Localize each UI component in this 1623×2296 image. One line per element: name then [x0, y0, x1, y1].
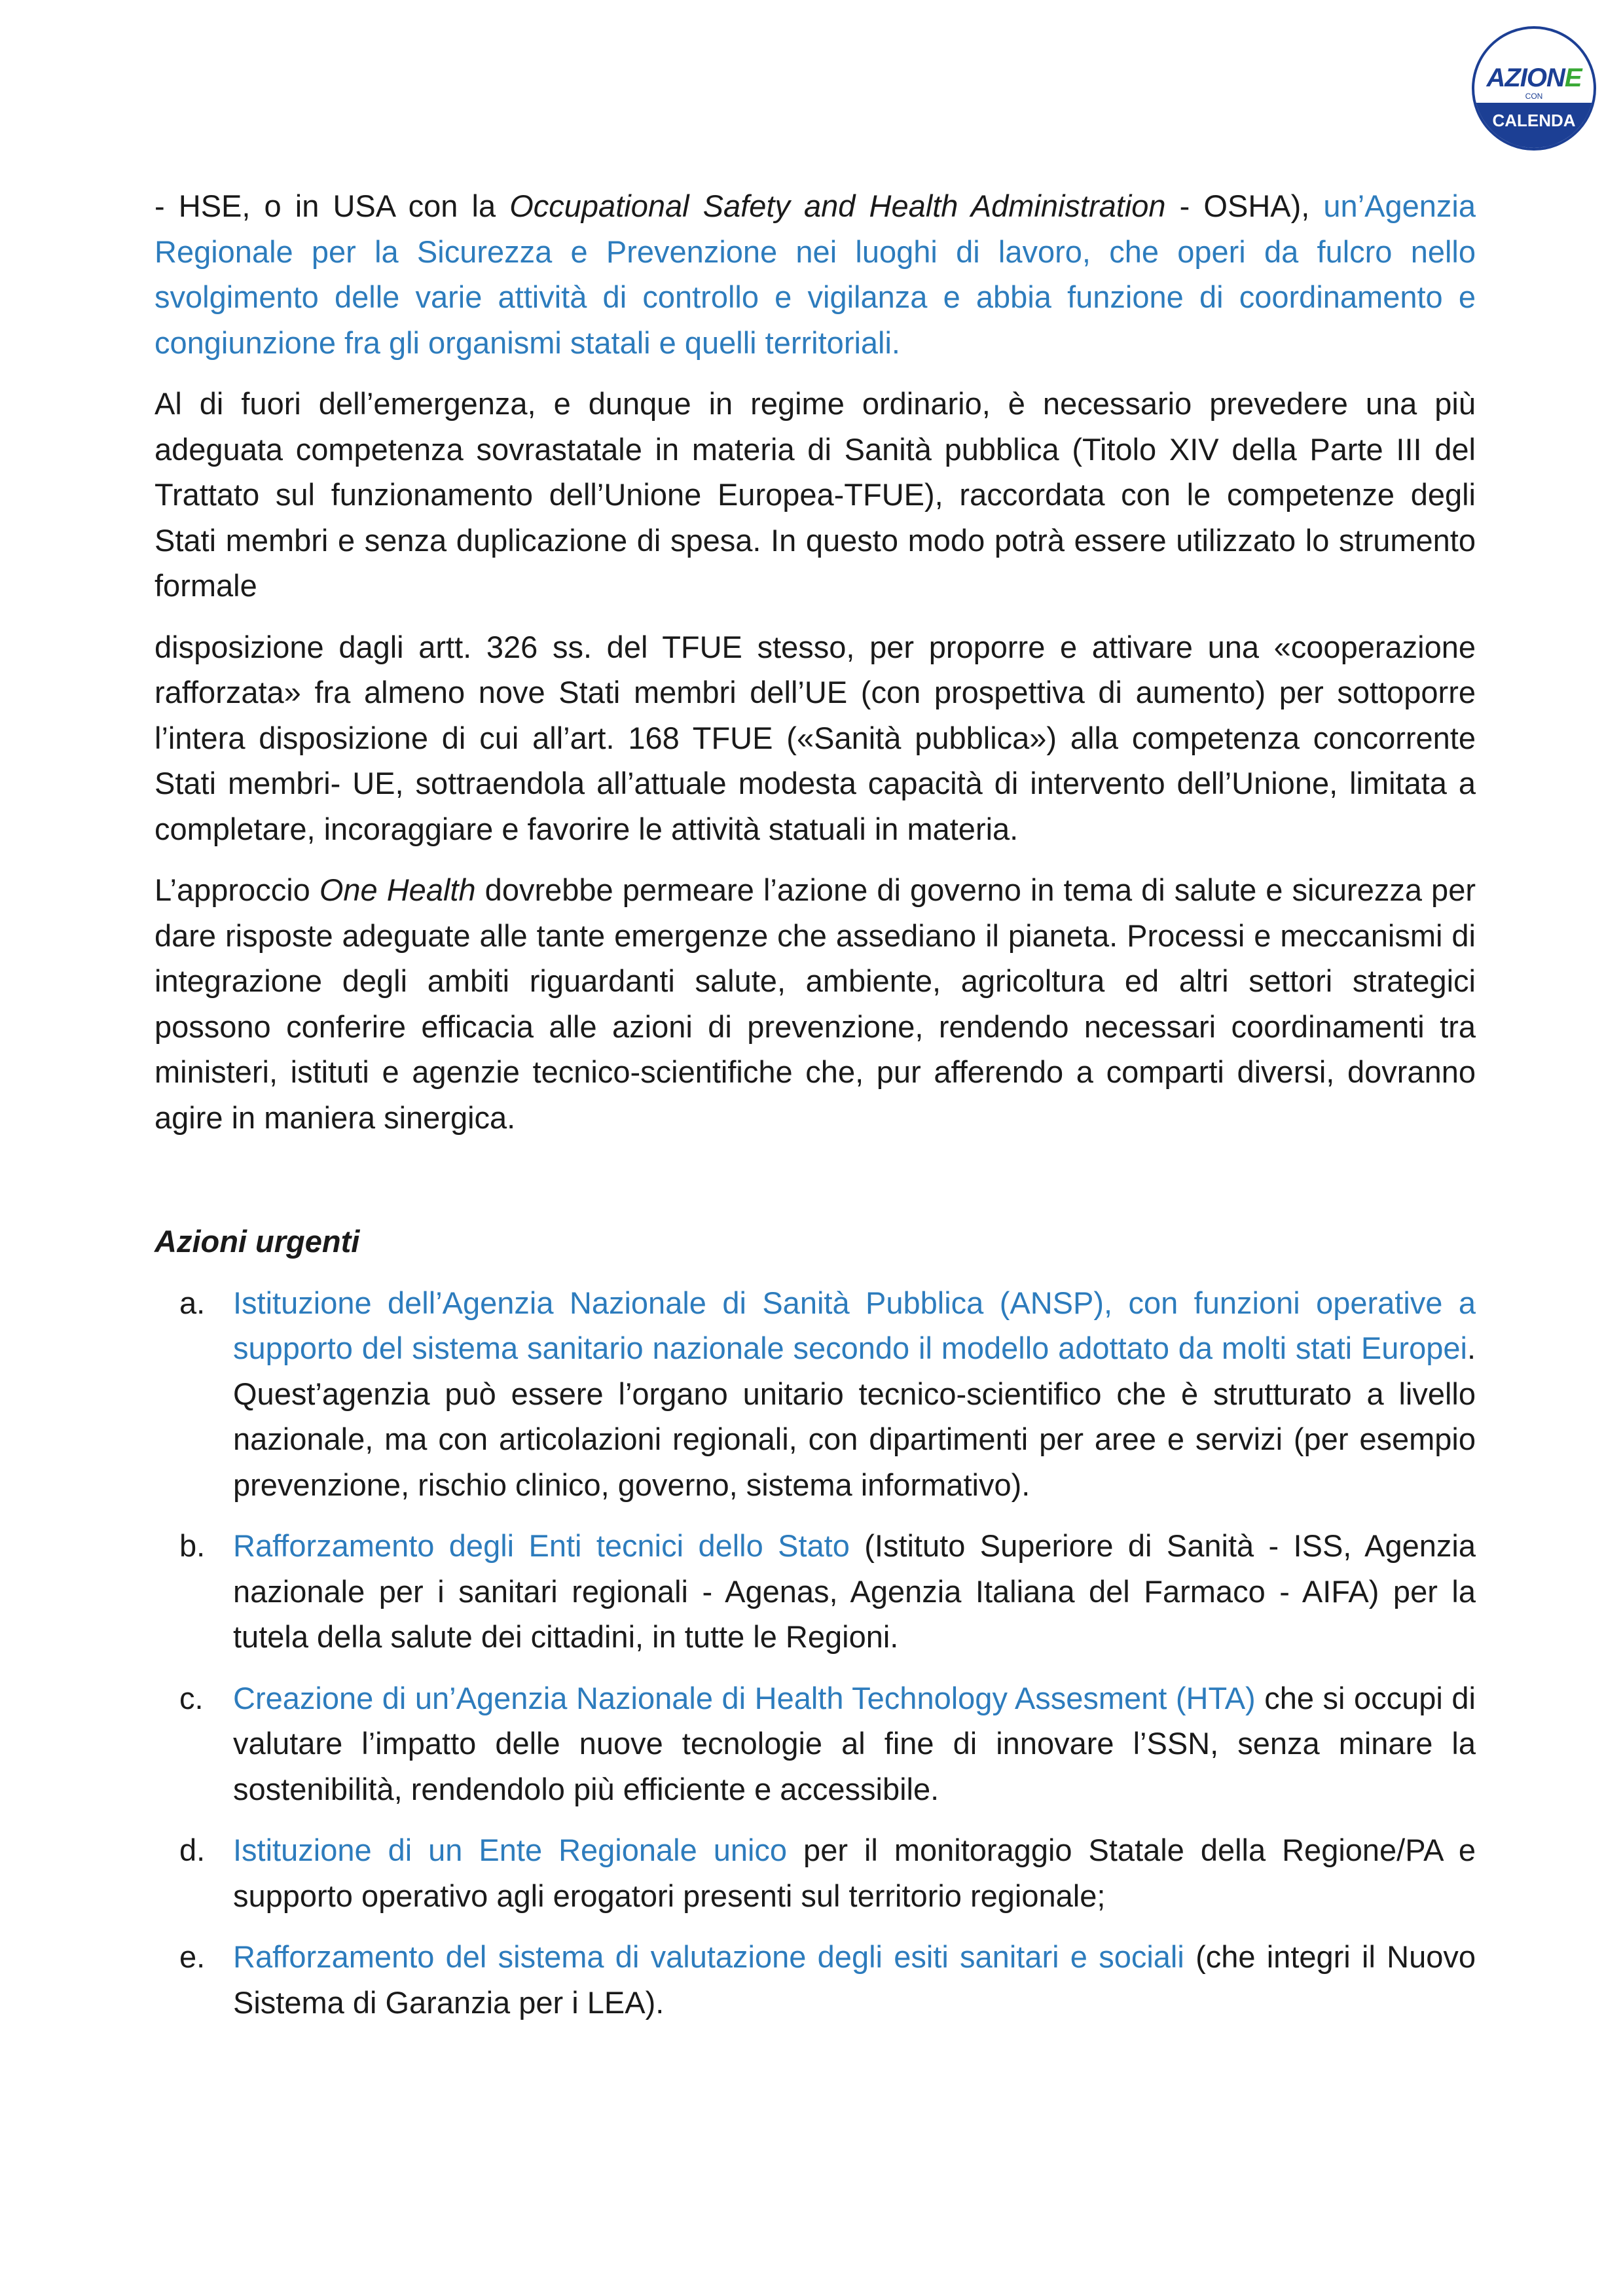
document-body: [155, 183, 1476, 2041]
azione-calenda-logo: [1472, 26, 1596, 151]
logo-calenda: CALENDA: [1474, 103, 1594, 148]
list-item-highlight: Rafforzamento degli Enti tecnici dello Stato: [233, 1528, 850, 1563]
list-marker: b.: [179, 1528, 206, 1563]
section-heading-azioni-urgenti: Azioni urgenti: [155, 1224, 360, 1259]
azioni-list: [155, 1280, 1476, 2026]
logo-con: CON: [1525, 91, 1543, 101]
list-item-highlight: Istituzione di un Ente Regionale unico: [233, 1833, 788, 1867]
list-item-highlight: Istituzione dell’Agenzia Nazionale di Sanità Pubblica (ANSP), con funzioni operative a supporto del sistema sanitario nazionale secondo il modello adottato da molti stati Europei: [233, 1285, 1476, 1365]
paragraph-hse-osha: - HSE, o in USA con la Occupational Safety and Health Administration - OSHA), un’Agenzia Regionale per la Sicurezza e Prevenzione nei luoghi di lavoro, che operi da fulcro nello svolgimento delle varie attività di controllo e vigilanza e abbia funzione di coordinamento e congiunzione fra gli organismi statali e quelli territoriali.: [155, 188, 1476, 360]
paragraph-tfue: disposizione dagli artt. 326 ss. del TFUE stesso, per proporre e attivare una «cooperazione rafforzata» fra almeno nove Stati membri dell’UE (con prospettiva di aumento) per sottoporre l’intera disposizione di cui all’art. 168 TFUE («Sanità pubblica») alla competenza concorrente Stati membri- UE, sottraendola all’attuale modesta capacità di intervento dell’Unione, limitata a completare, incoraggiare e favorire le attività statuali in materia.: [155, 629, 1476, 846]
list-marker: c.: [179, 1680, 204, 1715]
list-marker: d.: [179, 1833, 206, 1867]
list-marker: a.: [179, 1285, 206, 1320]
list-marker: e.: [179, 1939, 206, 1974]
list-item-highlight: Creazione di un’Agenzia Nazionale di Health Technology Assesment (HTA): [233, 1680, 1256, 1715]
paragraph-one-health: L’approccio One Health dovrebbe permeare l’azione di governo in tema di salute e sicurezza per dare risposte adeguate alle tante emergenze che assediano il pianeta. Processi e meccanismi di integrazione degli ambiti riguardanti salute, ambiente, agricoltura ed altri settori strategici possono conferire efficacia alle azioni di prevenzione, rendendo necessari coordinamenti tra ministeri, istituti e agenzie tecnico-scientifiche che, pur afferendo a comparti diversi, dovranno agire in maniera sinergica.: [155, 872, 1476, 1135]
list-item: e. Rafforzamento del sistema di valutazione degli esiti sanitari e sociali (che integri il Nuovo Sistema di Garanzia per i LEA).: [155, 1934, 1476, 2025]
list-item: d. Istituzione di un Ente Regionale unico per il monitoraggio Statale della Regione/PA e supporto operativo agli erogatori presenti sul territorio regionale;: [155, 1827, 1476, 1918]
list-item: c. Creazione di un’Agenzia Nazionale di Health Technology Assesment (HTA) che si occupi di valutare l’impatto delle nuove tecnologie al fine di innovare l’SSN, senza minare la sostenibilità, rendendolo più efficiente e accessibile.: [155, 1676, 1476, 1812]
list-item: b. Rafforzamento degli Enti tecnici dello Stato (Istituto Superiore di Sanità - ISS, Agenzia nazionale per i sanitari regionali - Agenas, Agenzia Italiana del Farmaco - AIFA) per la tutela della salute dei cittadini, in tutte le Regioni.: [155, 1523, 1476, 1660]
list-item: a. Istituzione dell’Agenzia Nazionale di Sanità Pubblica (ANSP), con funzioni operative a supporto del sistema sanitario nazionale secondo il modello adottato da molti stati Europei. Quest’agenzia può essere l’organo unitario tecnico-scientifico che è strutturato a livello nazionale, ma con articolazioni regionali, con dipartimenti per aree e servizi (per esempio prevenzione, rischio clinico, governo, sistema informativo).: [155, 1280, 1476, 1508]
list-item-highlight: Rafforzamento del sistema di valutazione degli esiti sanitari e sociali: [233, 1939, 1184, 1974]
highlight-agenzia-regionale: un’Agenzia Regionale per la Sicurezza e Prevenzione nei luoghi di lavoro, che operi da fulcro nello svolgimento delle varie attività di controllo e vigilanza e abbia funzione di coordinamento e congiunzione fra gli organismi statali e quelli territoriali.: [155, 188, 1476, 360]
logo-wordmark: AZIONE: [1486, 63, 1582, 92]
logo-top: [1474, 29, 1594, 103]
paragraph-sanita-pubblica: Al di fuori dell’emergenza, e dunque in regime ordinario, è necessario prevedere una più adeguata competenza sovrastatale in materia di Sanità pubblica (Titolo XIV della Parte III del Trattato sul funzionamento dell’Unione Europea-TFUE), raccordata con le competenze degli Stati membri e senza duplicazione di spesa. In questo modo potrà essere utilizzato lo strumento formale: [155, 386, 1476, 603]
